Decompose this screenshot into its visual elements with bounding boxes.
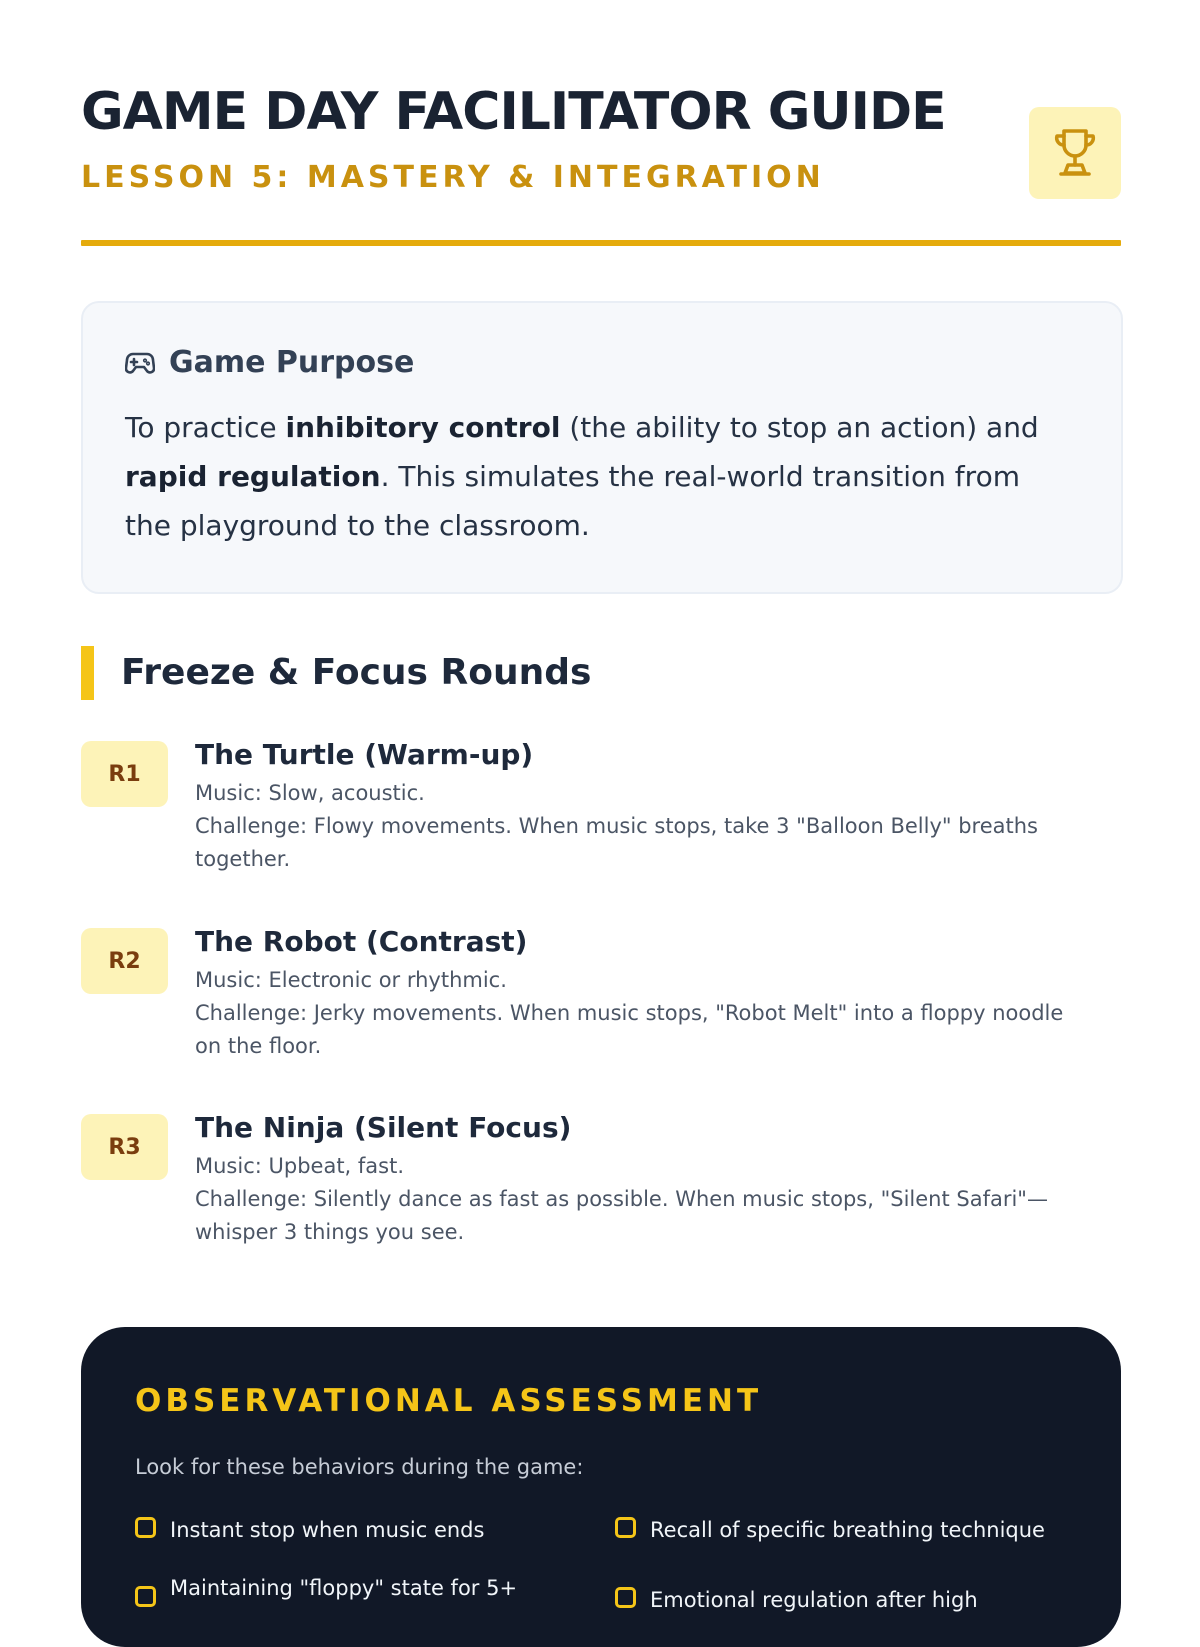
checklist-label: Maintaining "floppy" state for 5+: [170, 1576, 518, 1600]
header: [81, 80, 1121, 250]
page-subtitle: LESSON 5: MASTERY & INTEGRATION: [81, 160, 825, 195]
round-badge: R3: [81, 1114, 168, 1180]
round-body: [195, 925, 1095, 1063]
game-purpose-card: [81, 301, 1123, 594]
trophy-icon: [1051, 127, 1099, 179]
game-purpose-header: [125, 345, 414, 380]
checklist-label: Emotional regulation after high: [650, 1588, 978, 1612]
round-badge: R1: [81, 741, 168, 807]
purpose-text-part: To practice: [125, 411, 286, 444]
checkbox[interactable]: [135, 1517, 156, 1538]
round-name: The Turtle (Warm-up): [195, 738, 534, 771]
assessment-intro: Look for these behaviors during the game:: [135, 1455, 584, 1479]
rounds-section-title: Freeze & Focus Rounds: [121, 652, 592, 693]
round-name: The Robot (Contrast): [195, 925, 528, 958]
assessment-title: OBSERVATIONAL ASSESSMENT: [135, 1383, 763, 1419]
assessment-checklist-item[interactable]: [615, 1586, 1085, 1614]
round-music: Music: Electronic or rhythmic.: [195, 968, 507, 992]
round-body: [195, 1111, 1095, 1249]
page-title: GAME DAY FACILITATOR GUIDE: [81, 82, 946, 142]
rounds-section-heading: [81, 646, 881, 700]
observational-assessment-panel: [81, 1327, 1121, 1647]
round-challenge: Challenge: Flowy movements. When music stops, take 3 "Balloon Belly" breaths together.: [195, 814, 1038, 871]
checklist-label: Instant stop when music ends: [170, 1518, 485, 1542]
gamepad-icon: [125, 350, 155, 376]
purpose-text-part: (the ability to stop an action) and: [560, 411, 1039, 444]
checklist-label: Recall of specific breathing technique: [650, 1518, 1045, 1542]
round-name: The Ninja (Silent Focus): [195, 1111, 572, 1144]
round-challenge: Challenge: Jerky movements. When music stops, "Robot Melt" into a floppy noodle on the floor.: [195, 1001, 1064, 1058]
game-purpose-title: Game Purpose: [169, 345, 415, 380]
trophy-badge: [1029, 107, 1121, 199]
section-accent-bar: [81, 646, 94, 700]
checkbox[interactable]: [615, 1587, 636, 1608]
assessment-checklist-item[interactable]: [135, 1574, 575, 1607]
round-music: Music: Upbeat, fast.: [195, 1154, 405, 1178]
assessment-checklist-item[interactable]: [615, 1516, 1085, 1544]
round-badge: R2: [81, 928, 168, 994]
round-challenge: Challenge: Silently dance as fast as possible. When music stops, "Silent Safari"—whisper 3 things you see.: [195, 1187, 1048, 1244]
checkbox[interactable]: [615, 1517, 636, 1538]
header-divider: [81, 240, 1121, 246]
checkbox[interactable]: [135, 1586, 156, 1607]
purpose-emphasis: inhibitory control: [285, 411, 561, 444]
game-purpose-text: [125, 403, 1065, 550]
round-music: Music: Slow, acoustic.: [195, 781, 425, 805]
assessment-checklist-item[interactable]: [135, 1516, 575, 1544]
round-body: [195, 738, 1095, 876]
purpose-text-part: . This simulates the real-world transition from the playground to the classroom.: [125, 460, 1020, 542]
purpose-emphasis: rapid regulation: [125, 460, 381, 493]
